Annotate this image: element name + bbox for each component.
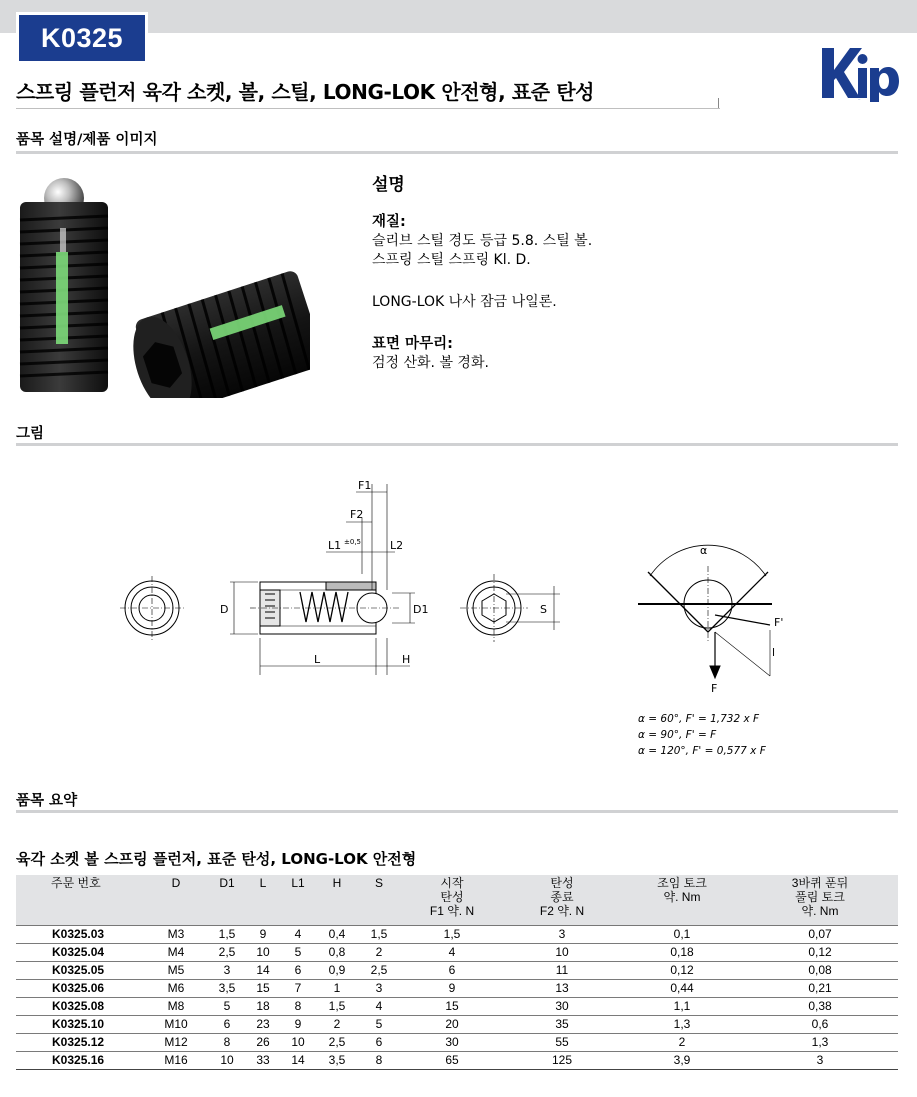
cell-F2: 35: [502, 1015, 622, 1033]
label-F: F: [711, 682, 718, 695]
cell-unscrew: 0,07: [742, 925, 898, 943]
col-end-force: [502, 875, 622, 925]
description-heading: 설명: [372, 175, 405, 195]
col-unscrew-line2: 풀림 토크: [795, 890, 845, 904]
label-D: D: [220, 603, 229, 616]
section-head-summary: 품목 요약: [16, 793, 78, 809]
cell-D1: 5: [206, 997, 248, 1015]
cell-L: 23: [248, 1015, 278, 1033]
cell-F2: 55: [502, 1033, 622, 1051]
table-row: [16, 1033, 898, 1051]
surface-text: 검정 산화. 볼 경화.: [372, 355, 489, 371]
material-label: 재질:: [372, 214, 406, 230]
col-S: S: [356, 875, 402, 925]
cell-D1: 1,5: [206, 925, 248, 943]
cell-H: 3,5: [318, 1051, 356, 1069]
section-divider: [16, 443, 898, 446]
formula-120: α = 120°, F' = 0,577 x F: [638, 745, 766, 757]
col-end-line3: F2 약. N: [539, 904, 585, 918]
cell-D1: 3: [206, 961, 248, 979]
cell-unscrew: 0,12: [742, 943, 898, 961]
cell-F2: 125: [502, 1051, 622, 1069]
cell-F2: 13: [502, 979, 622, 997]
label-S: S: [540, 603, 547, 616]
cell-D: M8: [146, 997, 206, 1015]
cell-H: 0,9: [318, 961, 356, 979]
cell-H: 0,4: [318, 925, 356, 943]
cell-F1: 20: [402, 1015, 502, 1033]
cell-order: K0325.03: [16, 925, 146, 943]
cell-L: 18: [248, 997, 278, 1015]
label-H: H: [402, 653, 411, 666]
cell-D: M4: [146, 943, 206, 961]
formula-60: α = 60°, F' = 1,732 x F: [638, 713, 760, 725]
cell-S: 8: [356, 1051, 402, 1069]
cell-D: M5: [146, 961, 206, 979]
section-divider: [16, 151, 898, 154]
material-line-1: 슬리브 스틸 경도 등급 5.8. 스틸 볼.: [372, 233, 593, 249]
cell-D: M16: [146, 1051, 206, 1069]
cell-order: K0325.16: [16, 1051, 146, 1069]
cell-F1: 30: [402, 1033, 502, 1051]
cell-H: 1: [318, 979, 356, 997]
cell-D: M12: [146, 1033, 206, 1051]
table-row: [16, 1051, 898, 1069]
cell-order: K0325.06: [16, 979, 146, 997]
cell-torque: 0,44: [622, 979, 742, 997]
cell-L1: 5: [278, 943, 318, 961]
col-start-line3: F1 약. N: [429, 904, 475, 918]
cell-torque: 3,9: [622, 1051, 742, 1069]
cell-L: 15: [248, 979, 278, 997]
cell-L1: 8: [278, 997, 318, 1015]
spec-table: [16, 875, 898, 1070]
col-torque-line2: 약. Nm: [663, 890, 701, 904]
table-header-row: [16, 875, 898, 925]
col-L1: L1: [278, 875, 318, 925]
table-title: 육각 소켓 볼 스프링 플런저, 표준 탄성, LONG-LOK 안전형: [16, 850, 417, 868]
product-code-badge: [16, 12, 148, 64]
col-start-line2: 탄성: [440, 890, 464, 904]
cell-D1: 2,5: [206, 943, 248, 961]
cell-unscrew: 0,6: [742, 1015, 898, 1033]
surface-label: 표면 마무리:: [372, 336, 453, 352]
cell-D1: 3,5: [206, 979, 248, 997]
cell-torque: 0,1: [622, 925, 742, 943]
cell-L1: 9: [278, 1015, 318, 1033]
cell-D1: 10: [206, 1051, 248, 1069]
col-order: 주문 번호: [16, 875, 146, 925]
col-unscrew: [742, 875, 898, 925]
longlok-patch: [56, 252, 68, 344]
col-D1: D1: [206, 875, 248, 925]
cell-D: M10: [146, 1015, 206, 1033]
cell-F2: 30: [502, 997, 622, 1015]
cell-unscrew: 0,38: [742, 997, 898, 1015]
cell-F1: 1,5: [402, 925, 502, 943]
section-head-description: 품목 설명/제품 이미지: [16, 132, 158, 148]
table-row: [16, 943, 898, 961]
cell-L1: 4: [278, 925, 318, 943]
col-start-line1: 시작: [440, 876, 464, 890]
logo-text: Kipp: [858, 100, 861, 101]
cell-L1: 7: [278, 979, 318, 997]
cell-torque: 1,1: [622, 997, 742, 1015]
label-F1: F1: [358, 479, 372, 492]
table-row: [16, 961, 898, 979]
cell-S: 6: [356, 1033, 402, 1051]
technical-drawing: [110, 470, 800, 770]
material-line-2: 스프링 스틸 스프링 Kl. D.: [372, 252, 531, 268]
col-L: L: [248, 875, 278, 925]
section-divider: [16, 810, 898, 813]
cell-D: M3: [146, 925, 206, 943]
table-row: [16, 979, 898, 997]
label-L2: L2: [390, 539, 404, 552]
cell-S: 4: [356, 997, 402, 1015]
col-torque: [622, 875, 742, 925]
cell-L1: 14: [278, 1051, 318, 1069]
product-code: K0325: [19, 15, 145, 61]
label-L: L: [314, 653, 321, 666]
col-H: H: [318, 875, 356, 925]
title-underline: [16, 108, 720, 109]
label-D1: D1: [413, 603, 429, 616]
cell-unscrew: 1,3: [742, 1033, 898, 1051]
section-head-drawing: 그림: [16, 426, 45, 442]
cell-F1: 65: [402, 1051, 502, 1069]
cell-H: 2,5: [318, 1033, 356, 1051]
description-block: [372, 176, 872, 373]
formula-90: α = 90°, F' = F: [638, 729, 717, 741]
cell-S: 2,5: [356, 961, 402, 979]
col-D: D: [146, 875, 206, 925]
cell-L: 14: [248, 961, 278, 979]
label-alpha: α: [700, 544, 708, 557]
cell-L: 9: [248, 925, 278, 943]
cell-L: 33: [248, 1051, 278, 1069]
cell-F1: 9: [402, 979, 502, 997]
table-row: [16, 997, 898, 1015]
cell-order: K0325.05: [16, 961, 146, 979]
cell-torque: 1,3: [622, 1015, 742, 1033]
cell-D1: 8: [206, 1033, 248, 1051]
cell-F1: 15: [402, 997, 502, 1015]
cell-S: 5: [356, 1015, 402, 1033]
cell-order: K0325.04: [16, 943, 146, 961]
title-tick: [718, 98, 719, 108]
cell-L1: 6: [278, 961, 318, 979]
label-F-prime: F': [774, 616, 784, 629]
cell-S: 1,5: [356, 925, 402, 943]
col-start-force: [402, 875, 502, 925]
cell-F2: 11: [502, 961, 622, 979]
table-row: [16, 925, 898, 943]
cell-F2: 10: [502, 943, 622, 961]
product-photo: [18, 172, 310, 398]
col-unscrew-line3: 약. Nm: [801, 904, 839, 918]
cell-torque: 2: [622, 1033, 742, 1051]
cell-unscrew: 0,08: [742, 961, 898, 979]
cell-H: 0,8: [318, 943, 356, 961]
cell-S: 3: [356, 979, 402, 997]
label-F2: F2: [350, 508, 364, 521]
col-end-line1: 탄성: [550, 876, 574, 890]
label-l: l: [772, 646, 776, 659]
cell-unscrew: 3: [742, 1051, 898, 1069]
longlok-text: LONG-LOK 나사 잠금 나일론.: [372, 294, 557, 310]
cell-F2: 3: [502, 925, 622, 943]
col-end-line2: 종료: [550, 890, 574, 904]
cell-S: 2: [356, 943, 402, 961]
table-row: [16, 1015, 898, 1033]
cell-order: K0325.08: [16, 997, 146, 1015]
cell-D1: 6: [206, 1015, 248, 1033]
col-unscrew-line1: 3바퀴 푼뒤: [791, 876, 849, 890]
label-L1-tolerance: ±0,5: [344, 538, 361, 546]
cell-H: 2: [318, 1015, 356, 1033]
kipp-logo: [816, 42, 900, 102]
cell-L: 10: [248, 943, 278, 961]
cell-F1: 4: [402, 943, 502, 961]
label-L1: L1: [328, 539, 342, 552]
cell-D: M6: [146, 979, 206, 997]
cell-unscrew: 0,21: [742, 979, 898, 997]
cell-L1: 10: [278, 1033, 318, 1051]
page-title: 스프링 플런저 육각 소켓, 볼, 스틸, LONG-LOK 안전형, 표준 탄성: [16, 80, 595, 104]
cell-L: 26: [248, 1033, 278, 1051]
cell-order: K0325.12: [16, 1033, 146, 1051]
cell-torque: 0,12: [622, 961, 742, 979]
cell-F1: 6: [402, 961, 502, 979]
cell-H: 1,5: [318, 997, 356, 1015]
cell-order: K0325.10: [16, 1015, 146, 1033]
col-torque-line1: 조임 토크: [657, 876, 707, 890]
cell-torque: 0,18: [622, 943, 742, 961]
